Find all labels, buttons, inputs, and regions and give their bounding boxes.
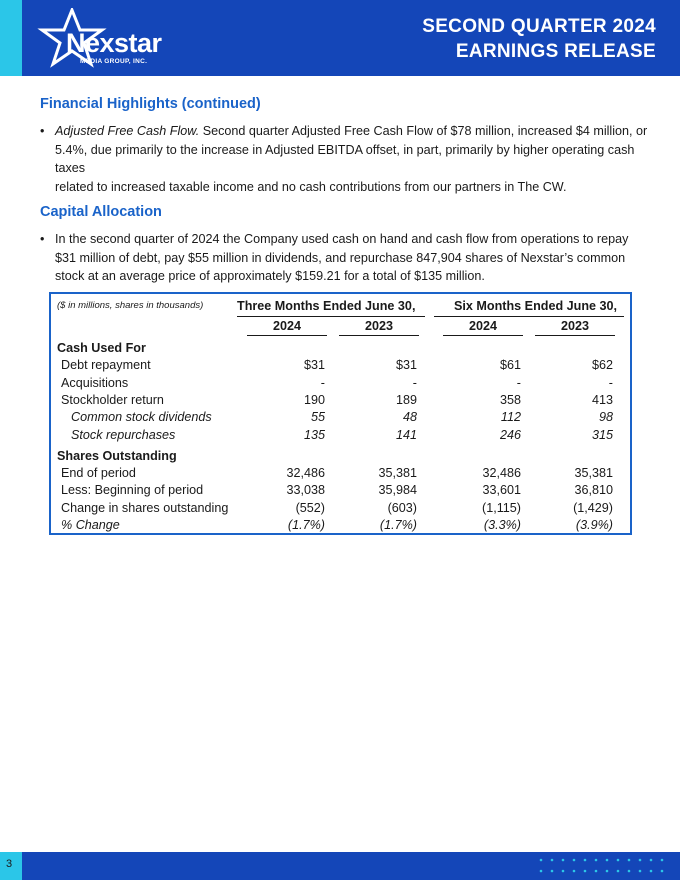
table-cell: 35,381 [378, 466, 417, 481]
table-cell: (3.3%) [483, 518, 521, 532]
table-cell: 358 [499, 392, 521, 407]
table-cell: 55 [310, 410, 325, 425]
table-cell: (603) [387, 500, 417, 515]
header-accent-bar [0, 0, 22, 76]
table-cell: (3.9%) [575, 518, 613, 532]
table-cell: 35,381 [574, 466, 613, 481]
table-cell: 32,486 [482, 466, 521, 481]
table-cell: 98 [598, 410, 613, 425]
table-cell: $61 [499, 358, 521, 373]
table-cell: 35,984 [378, 483, 417, 498]
row-label: Less: Beginning of period [61, 483, 204, 498]
table-cell: 33,601 [482, 483, 521, 498]
table-cell: 135 [303, 427, 325, 442]
three-months-header: Three Months Ended June 30, [237, 299, 416, 313]
logo-subtitle: MEDIA GROUP, INC. [80, 58, 148, 65]
decorative-dots [538, 856, 673, 876]
table-cell: 48 [402, 410, 417, 425]
bullet-text [55, 122, 655, 196]
year-header: 2024 [272, 319, 302, 333]
bullet-text [55, 230, 655, 286]
table-cell: (552) [295, 500, 325, 515]
year-underline [339, 335, 419, 336]
title-line-1: SECOND QUARTER 2024 [422, 16, 656, 37]
page-number: 3 [6, 858, 13, 870]
table-cell: (1,115) [482, 500, 521, 515]
row-label: Stockholder return [61, 392, 164, 407]
table-cell: 315 [591, 427, 613, 442]
section-title: Shares Outstanding [57, 448, 177, 463]
three-months-underline [237, 316, 425, 317]
row-label: End of period [61, 466, 136, 481]
bullet-line-2: 5.4%, due primarily to the increase in Adjusted EBITDA offset, in part, primarily by higher operating cash taxes [55, 142, 635, 175]
table-cell: (1,429) [573, 500, 613, 515]
title-line-2: EARNINGS RELEASE [455, 41, 656, 62]
table-cell: - [320, 375, 325, 390]
bullet-line-3: stock at an average price of approximately $159.21 for a total of $135 million. [55, 269, 485, 283]
table-units-note: ($ in millions, shares in thousands) [57, 300, 204, 311]
nexstar-logo [32, 8, 182, 72]
row-label: Acquisitions [61, 375, 129, 390]
table-cell: (1.7%) [287, 518, 325, 532]
year-header: 2023 [560, 319, 590, 333]
table-cell: 189 [395, 392, 417, 407]
logo-wordmark: Nexstar [66, 28, 162, 58]
bullet-line-3: related to increased taxable income and no cash contributions from our partners in The CW. [55, 179, 567, 194]
six-months-header: Six Months Ended June 30, [454, 299, 618, 313]
bullet-line-1: Second quarter Adjusted Free Cash Flow of $78 million, increased $4 million, or [199, 124, 648, 138]
year-header: 2024 [468, 319, 498, 333]
table-cell: 32,486 [286, 466, 325, 481]
table-cell: (1.7%) [379, 518, 417, 532]
table-cell: 413 [591, 392, 613, 407]
bullet-lead: Adjusted Free Cash Flow. [55, 124, 200, 138]
table-cell: - [412, 375, 417, 390]
bullet-line-2: $31 million of debt, pay $55 million in dividends, and repurchase 847,904 shares of Nexstar’s common [55, 250, 626, 265]
row-label: Stock repurchases [71, 427, 176, 442]
capital-allocation-table [49, 292, 632, 535]
table-cell: 246 [499, 427, 521, 442]
row-label: Change in shares outstanding [61, 500, 229, 515]
year-underline [535, 335, 615, 336]
bullet-dot: • [40, 232, 45, 246]
year-underline [247, 335, 327, 336]
row-label: Debt repayment [61, 358, 151, 373]
page-title [422, 14, 656, 64]
year-underline [443, 335, 523, 336]
table-cell: 112 [500, 410, 521, 425]
table-cell: 33,038 [286, 483, 325, 498]
financial-highlights-heading: Financial Highlights (continued) [40, 96, 261, 112]
table-cell: $31 [303, 358, 325, 373]
row-label: % Change [61, 518, 120, 532]
year-header: 2023 [364, 319, 394, 333]
table-cell: - [516, 375, 521, 390]
bullet-line-1: In the second quarter of 2024 the Company used cash on hand and cash flow from operations to repay [55, 232, 629, 246]
capital-allocation-heading: Capital Allocation [40, 204, 162, 220]
section-title: Cash Used For [57, 341, 146, 355]
table-cell: 190 [303, 392, 325, 407]
table-cell: $31 [395, 358, 417, 373]
six-months-underline [434, 316, 624, 317]
bullet-dot: • [40, 124, 45, 138]
table-cell: $62 [591, 358, 613, 373]
table-cell: - [608, 375, 613, 390]
row-label: Common stock dividends [71, 410, 212, 425]
table-cell: 141 [395, 427, 417, 442]
table-cell: 36,810 [574, 483, 613, 498]
